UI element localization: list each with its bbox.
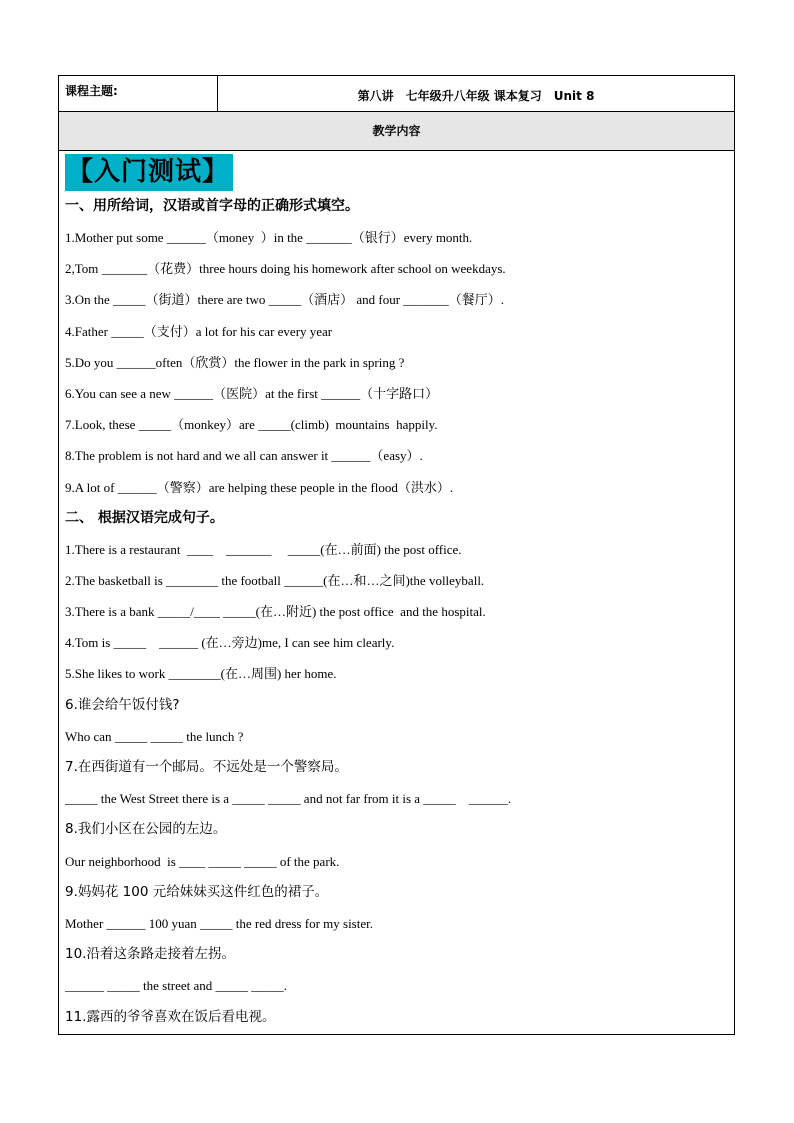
- list-item: 9.A lot of ______（警察）are helping these people in the flood（洪水）.: [65, 479, 454, 495]
- list-item: 5.Do you ______often（欣赏）the flower in the park in spring ?: [65, 354, 405, 370]
- list-item: 11.露西的爷爷喜欢在饭后看电视。: [65, 1008, 276, 1025]
- list-item: 4.Tom is _____ ______ (在…旁边)me, I can see him clearly.: [65, 635, 395, 651]
- list-item: Mother ______ 100 yuan _____ the red dress for my sister.: [65, 915, 373, 931]
- list-item: 1.Mother put some ______（money ）in the _______（银行）every month.: [65, 230, 473, 245]
- list-item: 2.The basketball is ________ the football ______(在…和…之间)the volleyball.: [65, 572, 485, 588]
- list-item: 5.She likes to work ________(在…周围) her home.: [65, 666, 337, 682]
- list-item: 10.沿着这条路走接着左拐。: [65, 946, 235, 963]
- list-item: 6.谁会给午饭付钱?: [65, 696, 180, 713]
- list-item: 7.在西街道有一个邮局。不远处是一个警察局。: [65, 759, 348, 775]
- list-item: Our neighborhood is ____ _____ _____ of the park.: [65, 853, 340, 869]
- content-area: [59, 151, 734, 1033]
- topic-value: 第八讲 七年级升八年级 课本复习 Unit 8: [357, 89, 595, 103]
- list-item: _____ the West Street there is a _____ _____ and not far from it is a _____ ______.: [65, 791, 512, 807]
- list-item: 7.Look, these _____（monkey）are _____(climb) mountains happily.: [65, 417, 438, 433]
- list-item: 4.Father _____（支付）a lot for his car every year: [65, 323, 333, 339]
- topic-label: 课程主题:: [59, 76, 218, 111]
- list-item: 8.The problem is not hard and we all can answer it ______（easy）.: [65, 448, 423, 464]
- list-item: 3.There is a bank _____/____ _____(在…附近) the post office and the hospital.: [65, 604, 486, 620]
- list-item: 6.You can see a new ______（医院）at the first ______（十字路口）: [65, 385, 439, 401]
- list-item: 8.我们小区在公园的左边。: [65, 821, 227, 838]
- list-item: 9.妈妈花 100 元给妹妹买这件红色的裙子。: [65, 883, 329, 900]
- list-item: 1.There is a restaurant ____ _______ _____(在…前面) the post office.: [65, 541, 462, 557]
- section1-list: [65, 222, 734, 503]
- list-item: 3.On the _____（街道）there are two _____（酒店） and four _______（餐厅）.: [65, 292, 505, 308]
- teaching-content-header: 教学内容: [59, 112, 734, 151]
- list-item: 2,Tom _______（花费）three hours doing his homework after school on weekdays.: [65, 261, 506, 277]
- section2-heading: 二、 根据汉语完成句子。: [65, 509, 224, 526]
- section2-list: [65, 534, 734, 1033]
- entry-test-banner: 【入门测试】: [65, 154, 233, 191]
- list-item: Who can _____ _____ the lunch ?: [65, 728, 244, 744]
- list-item: ______ _____ the street and _____ _____.: [65, 978, 288, 994]
- topic-row: [59, 76, 734, 112]
- section1-heading: 一、用所给词，汉语或首字母的正确形式填空。: [65, 198, 359, 214]
- lesson-table: [58, 75, 735, 1035]
